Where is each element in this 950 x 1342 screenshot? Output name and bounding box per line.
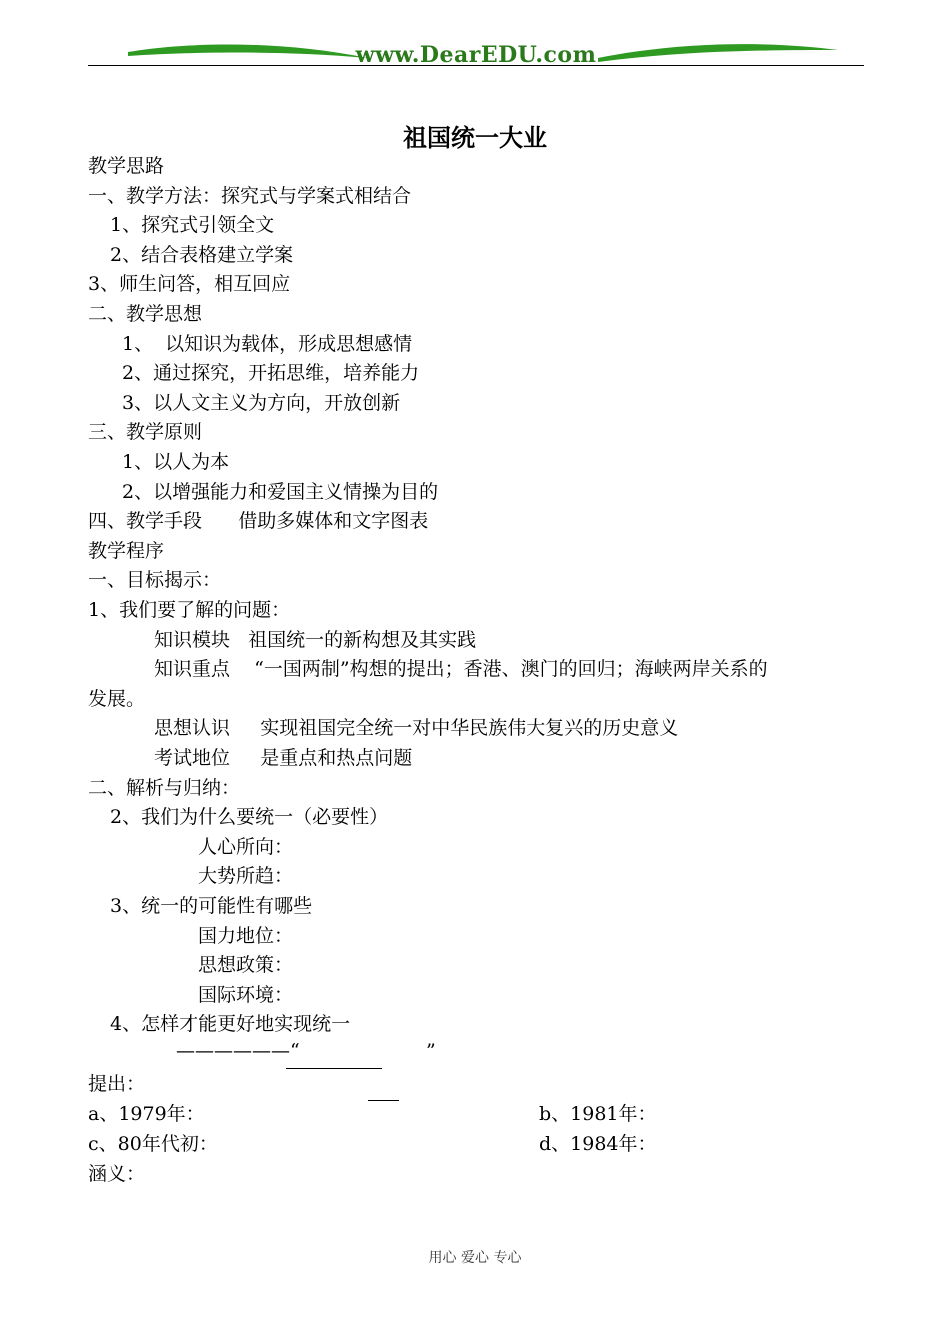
text-line: 一、目标揭示： [88, 569, 222, 591]
text-line: 思想认识 实现祖国完全统一对中华民族伟大复兴的历史意义 [154, 717, 679, 739]
text-line: 4、怎样才能更好地实现统一 [110, 1013, 351, 1035]
text-line: 教学程序 [88, 540, 165, 562]
text-line: 提出： [88, 1073, 146, 1095]
site-logo[interactable]: www.DearEDU.com [355, 42, 597, 68]
text-line: 一、教学方法：探究式与学案式相结合 [88, 185, 412, 207]
text-line: d、1984年： [539, 1133, 657, 1155]
text-line: 教学思路 [88, 155, 165, 177]
text-line: 知识重点 “一国两制”构想的提出；香港、澳门的回归；海峡两岸关系的 [154, 658, 768, 680]
text-line: 知识模块 祖国统一的新构想及其实践 [154, 629, 477, 651]
text-line: b、1981年： [539, 1103, 657, 1125]
text-line: 3、以人文主义为方向，开放创新 [122, 392, 401, 414]
blank-underline [286, 1068, 382, 1069]
text-line: ——————“ [176, 1040, 300, 1062]
page-footer: 用心 爱心 专心 [428, 1250, 522, 1266]
text-line: 人心所向： [198, 836, 294, 858]
text-line: 3、统一的可能性有哪些 [110, 895, 313, 917]
page-title: 祖国统一大业 [403, 123, 547, 152]
text-line: 1、 以知识为载体，形成思想感情 [122, 333, 413, 355]
text-line: 1、我们要了解的问题： [88, 599, 291, 621]
text-line: 2、通过探究，开拓思维，培养能力 [122, 362, 420, 384]
header-rule [88, 65, 864, 66]
text-line: 1、以人为本 [122, 451, 230, 473]
text-line: ” [426, 1040, 436, 1062]
text-line: 三、教学原则 [88, 421, 203, 443]
text-line: 国际环境： [198, 984, 294, 1006]
text-line: 2、结合表格建立学案 [110, 244, 294, 266]
text-line: 国力地位： [198, 925, 294, 947]
text-line: 四、教学手段 借助多媒体和文字图表 [88, 510, 429, 532]
text-line: 考试地位 是重点和热点问题 [154, 747, 413, 769]
text-line: 1、探究式引领全文 [110, 214, 275, 236]
text-line: 二、解析与归纳： [88, 777, 241, 799]
blank-underline [368, 1100, 399, 1101]
text-line: 涵义： [88, 1163, 146, 1185]
text-line: a、1979年： [88, 1103, 205, 1125]
text-line: 2、我们为什么要统一（必要性） [110, 806, 389, 828]
text-line: 发展。 [88, 688, 146, 710]
text-line: 二、教学思想 [88, 303, 203, 325]
text-line: 大势所趋： [198, 865, 294, 887]
text-line: 思想政策： [198, 954, 294, 976]
text-line: 2、以增强能力和爱国主义情操为目的 [122, 481, 439, 503]
text-line: 3、师生问答，相互回应 [88, 273, 291, 295]
right-swoosh-icon [598, 40, 838, 66]
text-line: c、80年代初： [88, 1133, 218, 1155]
